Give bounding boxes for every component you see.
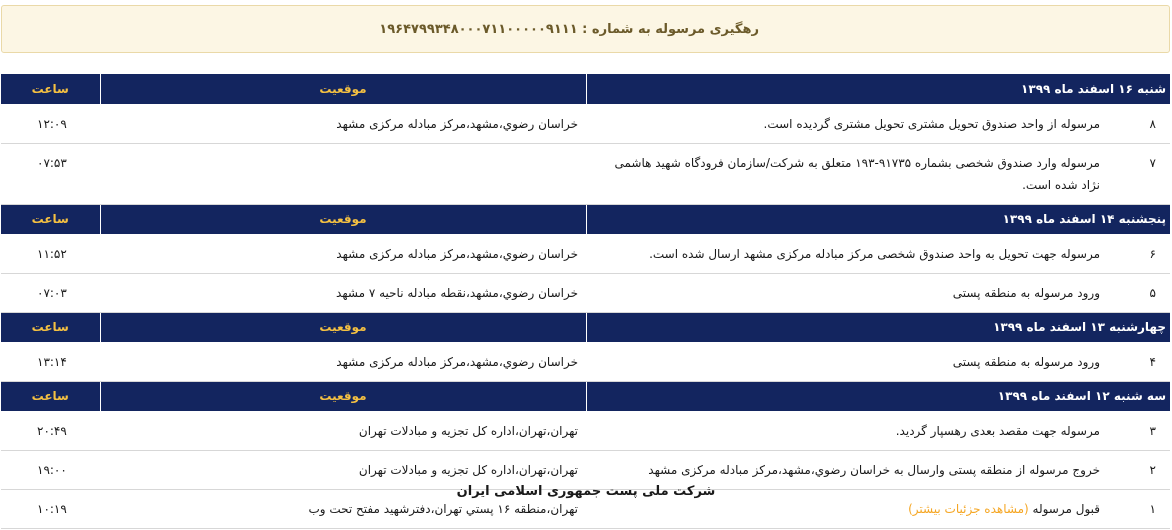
event-description-cell [586,342,1170,381]
date-header-row [1,312,1170,342]
event-description-cell [586,104,1170,143]
table-row [1,342,1170,381]
event-description: ورود مرسوله به منطقه پستی [952,285,1100,300]
footer-org-name: شرکت ملی پست جمهوری اسلامی ایران [456,484,716,499]
event-number: ۲ [1149,462,1156,477]
table-row [1,143,1170,204]
event-location: خراسان رضوي،مشهد،نقطه مبادله ناحیه ۷ مشهد [100,273,586,312]
date-header: چهارشنبه ۱۳ اسفند ماه ۱۳۹۹ [586,312,1170,342]
time-header: ساعت [1,74,100,104]
event-number: ۸ [1149,116,1156,131]
table-row [1,104,1170,143]
event-time: ۰۷:۵۳ [1,143,100,204]
event-time: ۱۲:۰۹ [1,104,100,143]
event-description: قبول مرسوله [1032,501,1100,516]
event-number: ۶ [1149,246,1156,261]
event-number: ۴ [1149,354,1156,369]
location-header: موقعیت [100,74,586,104]
event-description-cell [586,273,1170,312]
event-description: ورود مرسوله به منطقه پستی [952,354,1100,369]
event-location: تهران،منطقه ۱۶ پستي تهران،دفترشهید مفتح تحت وب [100,489,586,528]
time-header: ساعت [1,204,100,234]
event-description-cell [586,143,1170,204]
date-header: سه شنبه ۱۲ اسفند ماه ۱۳۹۹ [586,381,1170,411]
event-location: خراسان رضوي،مشهد،مرکز مبادله مرکزی مشهد [100,234,586,273]
event-time: ۱۳:۱۴ [1,342,100,381]
event-location: خراسان رضوي،مشهد،مرکز مبادله مرکزی مشهد [100,342,586,381]
date-header: شنبه ۱۶ اسفند ماه ۱۳۹۹ [586,74,1170,104]
date-header-row [1,381,1170,411]
event-description-cell [586,411,1170,450]
event-time: ۱۰:۱۹ [1,489,100,528]
table-row [1,234,1170,273]
event-description: مرسوله وارد صندوق شخصی بشماره ۹۱۷۳۵-۱۹۳ متعلق به شرکت/سازمان فرودگاه شهید هاشمی نژاد شده است. [614,155,1100,192]
tracking-title: رهگیری مرسوله به شماره : ۱۹۶۴۷۹۹۳۴۸۰۰۰۷۱۱۰۰۰۰۰۹۱۱۱ [379,21,759,37]
event-number: ۱ [1149,501,1156,516]
location-header: موقعیت [100,204,586,234]
event-location: تهران،تهران،اداره کل تجزیه و مبادلات تهران [100,450,586,489]
event-location: خراسان رضوي،مشهد،مرکز مبادله مرکزی مشهد [100,104,586,143]
event-time: ۰۷:۰۳ [1,273,100,312]
event-number: ۳ [1149,423,1156,438]
date-header-row [1,74,1170,104]
time-header: ساعت [1,381,100,411]
event-description: مرسوله از واحد صندوق تحویل مشتری تحویل مشتری گردیده است. [763,116,1100,131]
event-description: خروج مرسوله از منطقه پستی وارسال به خراسان رضوي،مشهد،مرکز مبادله مرکزی مشهد [648,462,1100,477]
table-row [1,411,1170,450]
event-location: تهران،تهران،اداره کل تجزیه و مبادلات تهران [100,411,586,450]
event-number: ۵ [1149,285,1156,300]
tracking-table [1,74,1170,529]
date-header: پنجشنبه ۱۴ اسفند ماه ۱۳۹۹ [586,204,1170,234]
table-row [1,273,1170,312]
event-time: ۱۹:۰۰ [1,450,100,489]
event-description: مرسوله جهت مقصد بعدی رهسپار گردید. [895,423,1100,438]
event-location [100,143,586,204]
tracking-banner [1,5,1170,53]
more-details-link[interactable]: (مشاهده جزئیات بیشتر) [908,501,1029,516]
date-header-row [1,204,1170,234]
event-number: ۷ [1149,155,1156,170]
location-header: موقعیت [100,381,586,411]
time-header: ساعت [1,312,100,342]
location-header: موقعیت [100,312,586,342]
event-description: مرسوله جهت تحویل به واحد صندوق شخصی مرکز مبادله مرکزی مشهد ارسال شده است. [649,246,1100,261]
event-time: ۲۰:۴۹ [1,411,100,450]
event-time: ۱۱:۵۲ [1,234,100,273]
event-description-cell [586,234,1170,273]
